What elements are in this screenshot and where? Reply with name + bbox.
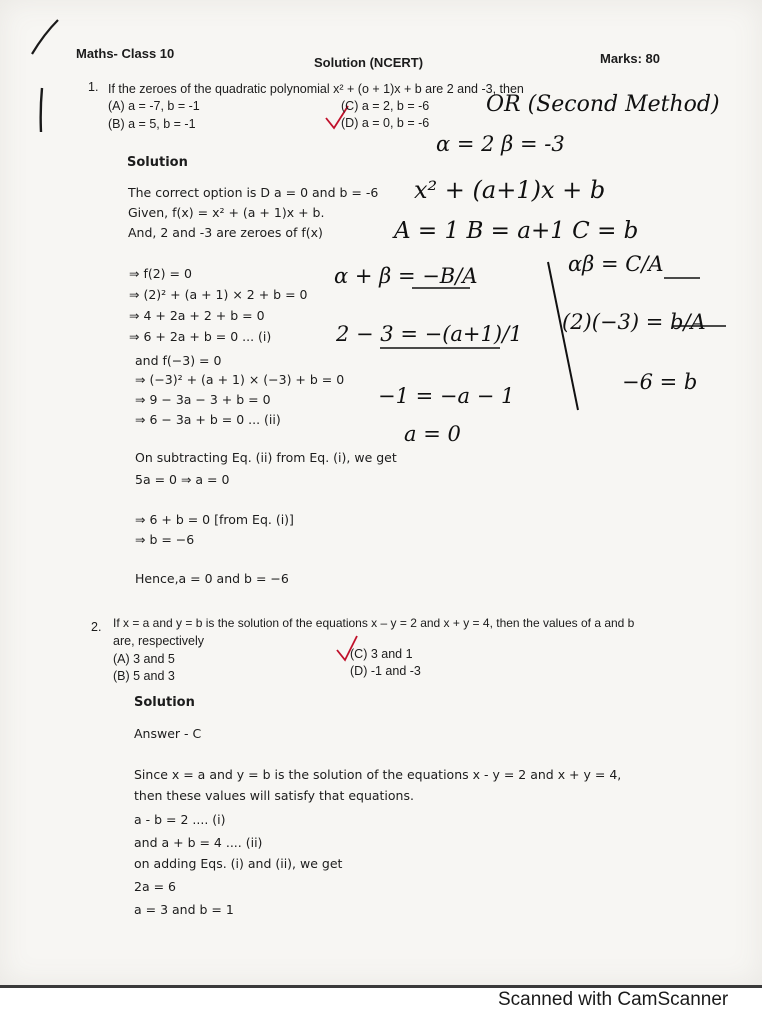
q2-text-line2: are, respectively (113, 634, 205, 648)
q1-solution-line: ⇒ 4 + 2a + 2 + b = 0 (129, 308, 265, 323)
q1-option-b: (B) a = 5, b = -1 (108, 117, 196, 131)
handwritten-roots: α = 2 β = -3 (436, 132, 565, 156)
handwritten-heading: OR (Second Method) (486, 92, 720, 117)
camscanner-watermark: Scanned with CamScanner (498, 989, 729, 1010)
q2-option-d: (D) -1 and -3 (350, 664, 421, 678)
q2-option-a: (A) 3 and 5 (113, 652, 175, 666)
q1-solution-line: 5a = 0 ⇒ a = 0 (135, 472, 230, 487)
handwritten-coefficients: A = 1 B = a+1 C = b (394, 218, 639, 244)
margin-stroke-side (41, 88, 42, 132)
q2-option-c: (C) 3 and 1 (350, 647, 413, 661)
handwritten-product-formula: αβ = C/A (568, 252, 664, 276)
handwritten-sum-step: −1 = −a − 1 (378, 384, 515, 408)
q1-text: If the zeroes of the quadratic polynomial x² + (o + 1)x + b are 2 and -3, then (108, 82, 524, 96)
q1-solution-line: The correct option is D a = 0 and b = -6 (128, 185, 379, 200)
q1-solution-line: ⇒ 6 + b = 0 [from Eq. (i)] (135, 512, 294, 527)
q2-number: 2. (91, 620, 102, 634)
q1-solution-line: ⇒ f(2) = 0 (129, 266, 192, 281)
q1-solution-line: ⇒ (2)² + (a + 1) × 2 + b = 0 (129, 287, 308, 302)
subject-label: Maths- Class 10 (76, 46, 175, 61)
q2-solution-line: a - b = 2 .... (i) (134, 812, 226, 827)
q1-option-d: (D) a = 0, b = -6 (341, 116, 430, 130)
q1-option-c: (C) a = 2, b = -6 (341, 99, 430, 113)
handwritten-sum-formula: α + β = −B/A (334, 264, 478, 288)
q1-solution-line: And, 2 and -3 are zeroes of f(x) (128, 225, 323, 240)
page-title: Solution (NCERT) (314, 55, 424, 70)
q1-solution-line: ⇒ b = −6 (135, 532, 195, 547)
margin-stroke-top (32, 20, 58, 54)
divider-line-handwritten (548, 262, 578, 410)
handwritten-polynomial: x² + (a+1)x + b (414, 176, 606, 204)
q1-solution-line: On subtracting Eq. (ii) from Eq. (i), we get (135, 450, 397, 465)
q1-solution-line: ⇒ 6 + 2a + b = 0 ... (i) (129, 329, 272, 344)
q2-solution-line: and a + b = 4 .... (ii) (134, 835, 263, 850)
q1-solution-line: ⇒ 6 − 3a + b = 0 ... (ii) (135, 412, 281, 427)
handwritten-sum-substitution: 2 − 3 = −(a+1)/1 (336, 322, 523, 346)
q1-option-a: (A) a = -7, b = -1 (108, 99, 200, 113)
q2-solution-heading: Solution (134, 695, 195, 710)
q2-solution-line: 2a = 6 (134, 879, 176, 894)
q1-solution-line: Given, f(x) = x² + (a + 1)x + b. (128, 205, 325, 220)
q2-option-b: (B) 5 and 3 (113, 669, 175, 683)
q1-solution-heading: Solution (127, 155, 188, 170)
q1-number: 1. (88, 80, 99, 94)
handwritten-sum-result: a = 0 (404, 422, 461, 446)
q1-solution-line: ⇒ 9 − 3a − 3 + b = 0 (135, 392, 271, 407)
q2-answer: Answer - C (134, 726, 202, 741)
q1-solution-line: ⇒ (−3)² + (a + 1) × (−3) + b = 0 (135, 372, 345, 387)
q2-solution-line: Since x = a and y = b is the solution of the equations x - y = 2 and x + y = 4, (134, 767, 622, 782)
q2-solution-line: on adding Eqs. (i) and (ii), we get (134, 856, 343, 871)
handwritten-product-result: −6 = b (622, 370, 698, 394)
q2-solution-line: then these values will satisfy that equations. (134, 788, 414, 803)
handwritten-product-substitution: (2)(−3) = b/A (562, 310, 706, 334)
marks-label: Marks: 80 (600, 51, 660, 66)
q2-solution-line: a = 3 and b = 1 (134, 902, 234, 917)
q1-solution-line: and f(−3) = 0 (135, 353, 222, 368)
q2-text-line1: If x = a and y = b is the solution of the equations x – y = 2 and x + y = 4, then the values of a and b (113, 616, 635, 630)
q1-solution-line: Hence,a = 0 and b = −6 (135, 571, 289, 586)
